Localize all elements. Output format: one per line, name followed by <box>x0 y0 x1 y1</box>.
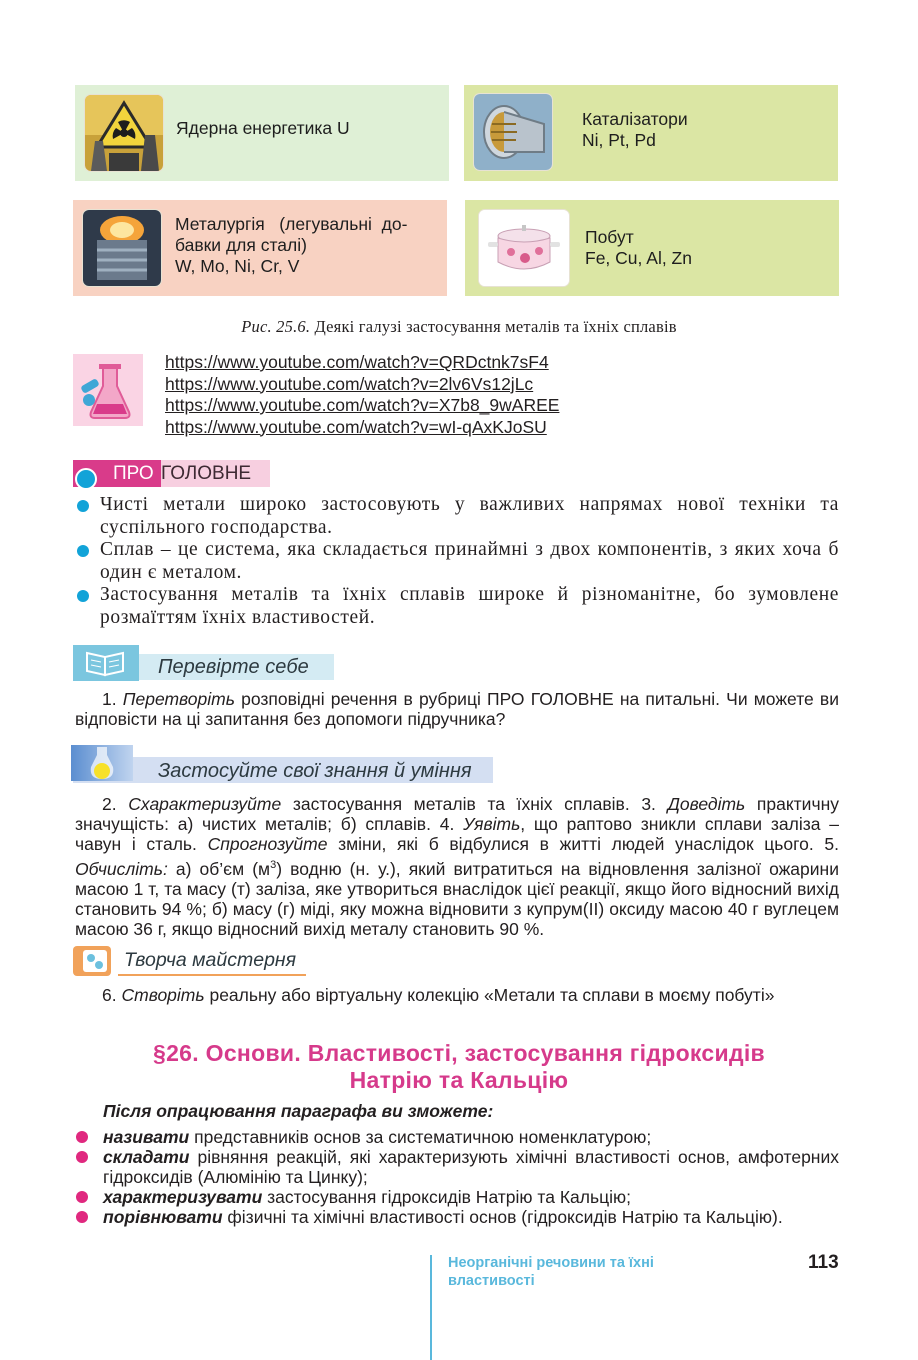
application-label-line1: Металургія (легувальні до- <box>175 214 408 234</box>
page-number: 113 <box>808 1252 839 1273</box>
application-label: Ядерна енергетика U <box>176 118 350 138</box>
outcome-verb: характеризувати <box>103 1187 263 1207</box>
workshop-task <box>75 985 839 1005</box>
section-heading-line2: Натрію та Кальцію <box>349 1067 569 1093</box>
task-text: , що раптово зникли сплави заліза – чавун і сталь. <box>75 814 839 855</box>
bullet-icon <box>76 1151 88 1163</box>
footer-chapter <box>448 1254 654 1290</box>
task-verb: Обчисліть: <box>75 858 168 879</box>
summary-item <box>75 584 839 629</box>
video-link[interactable]: https://www.youtube.com/watch?v=wI-qAxKJoSU <box>165 416 547 437</box>
check-yourself-task <box>75 689 839 729</box>
footer-divider <box>430 1255 432 1360</box>
bullet-icon <box>77 545 89 557</box>
figure-caption-text: Деякі галузі застосування металів та їхніх сплавів <box>310 317 677 336</box>
check-yourself-title: Перевірте себе <box>158 656 309 678</box>
task-number: 4. <box>430 814 455 835</box>
figure-number: Рис. 25.6. <box>241 317 311 336</box>
outcome-text: рівняння реакцій, які характеризують хімічні властивості основ, амфотерних гідроксидів (Алюмінію та Цинку); <box>103 1147 839 1187</box>
section-heading <box>0 1040 918 1094</box>
outcome-verb: називати <box>103 1127 190 1147</box>
outcome-item <box>75 1147 839 1187</box>
learning-outcomes-intro: Після опрацювання параграфа ви зможете: <box>103 1101 494 1121</box>
task-text: а) об’єм (м <box>167 858 271 879</box>
task-text: розповідні речення в рубриці ПРО ГОЛОВНЕ на питальні. Чи можете ви відповісти на ці запитання без допомоги підручника? <box>75 689 839 730</box>
task-number: 2. <box>102 794 117 814</box>
summary-label-main: ГОЛОВНЕ <box>161 463 252 484</box>
apply-knowledge-title: Застосуйте свої знання й уміння <box>158 760 472 782</box>
learning-outcomes-list <box>75 1127 839 1227</box>
bullet-icon <box>76 1191 88 1203</box>
outcome-verb: порівнювати <box>103 1207 223 1227</box>
task-verb: Створіть <box>121 985 205 1005</box>
summary-item <box>75 539 839 584</box>
science-flask-icon <box>73 354 143 426</box>
task-verb: Схарактеризуйте <box>128 794 282 814</box>
bullet-icon <box>77 500 89 512</box>
task-text: застосування металів та їхніх сплавів. <box>281 794 630 814</box>
outcome-item <box>75 1207 839 1227</box>
task-text: зміни, які б відбулися в житті людей унаслідок цього. <box>327 834 814 855</box>
figure-caption <box>0 317 918 337</box>
application-label-line2: бавки для сталі) <box>175 235 307 255</box>
application-label-line2: Fe, Cu, Al, Zn <box>585 248 692 268</box>
bullet-icon <box>76 1131 88 1143</box>
video-link[interactable]: https://www.youtube.com/watch?v=2lv6Vs12jLc <box>165 373 534 394</box>
task-number: 5. <box>813 834 840 855</box>
metallurgy-image <box>83 210 161 286</box>
application-label: Каталізатори Ni, Pt, Pd <box>582 109 688 150</box>
task-number: 3. <box>629 794 656 814</box>
summary-header <box>73 460 270 487</box>
task-verb: Уявіть <box>463 814 521 835</box>
summary-label-pro: ПРО <box>113 463 154 484</box>
bullet-icon <box>76 1211 88 1223</box>
outcome-text: фізичні та хімічні властивості основ (гідроксидів Натрію та Кальцію). <box>222 1207 783 1227</box>
summary-item-text: Застосування металів та їхніх сплавів широке й різноманітне, бо зумовлене розмаїттям їхніх властивостей. <box>100 584 839 628</box>
outcome-text: представників основ за систематичною номенклатурою; <box>189 1127 652 1147</box>
outcome-text: застосування гідроксидів Натрію та Кальцію; <box>262 1187 631 1207</box>
footer-chapter-line1: Неорганічні речовини та їхні <box>448 1255 654 1271</box>
video-icon <box>73 354 143 426</box>
video-link[interactable]: https://www.youtube.com/watch?v=QRDctnk7sF4 <box>165 352 549 372</box>
section-heading-line1: §26. Основи. Властивості, застосування гідроксидів <box>152 1040 765 1066</box>
catalyst-image <box>474 94 552 170</box>
bullet-icon <box>77 590 89 602</box>
application-nuclear <box>75 85 449 181</box>
summary-dot-icon <box>75 468 97 490</box>
task-text: реальну або віртуальну колекцію «Метали та сплави в моєму побуті» <box>204 985 775 1005</box>
nuclear-image <box>85 95 163 171</box>
outcome-item <box>75 1187 839 1207</box>
footer-chapter-line2: властивості <box>448 1273 535 1289</box>
saucepan-image <box>479 210 569 286</box>
summary-list <box>75 494 839 629</box>
summary-item-text: Чисті метали широко застосовують у важливих напрямах нової техніки та суспільного господарства. <box>100 494 839 538</box>
application-catalysts <box>464 85 838 181</box>
task-verb: Перетворіть <box>122 689 235 709</box>
outcome-verb: складати <box>103 1147 190 1167</box>
outcome-item <box>75 1127 839 1147</box>
book-icon <box>73 645 139 681</box>
application-label-line3: W, Mo, Ni, Cr, V <box>175 256 300 276</box>
application-label-line1: Побут <box>585 227 634 247</box>
application-metallurgy <box>73 200 447 296</box>
superscript: 3 <box>270 858 277 871</box>
workshop-title: Творча майстерня <box>124 949 297 971</box>
summary-item <box>75 494 839 539</box>
task-verb: Спрогнозуйте <box>207 834 328 855</box>
video-link[interactable]: https://www.youtube.com/watch?v=X7b8_9wAREE <box>165 395 560 415</box>
task-text: ) водню (н. у.), який витратиться на відновлення залізної ожарини масою 1 т, та масу (т) заліза, яке утвориться внаслідок цієї реакції, якщо його відносний вихід становить 94 %; б) масу (г) міді, яку можна відновити з купрум(ІІ) оксиду масою 40 г вуглецем масою 36 г, якщо відносний вихід металу становить 90 %. <box>75 858 839 940</box>
task-number: 1. <box>102 689 117 709</box>
task-text: практичну значущість: а) чистих металів; б) сплавів. <box>75 794 839 835</box>
apply-knowledge-tasks <box>75 794 839 939</box>
workshop-icon <box>73 946 111 976</box>
video-links <box>165 352 559 438</box>
task-verb: Доведіть <box>667 794 746 814</box>
application-household <box>465 200 839 296</box>
summary-item-text: Сплав – це система, яка складається принаймні з двох компонентів, з яких хоча б один є металом. <box>100 539 839 583</box>
workshop-underline <box>118 974 306 976</box>
flask-icon <box>71 745 133 781</box>
task-number: 6. <box>102 985 117 1005</box>
